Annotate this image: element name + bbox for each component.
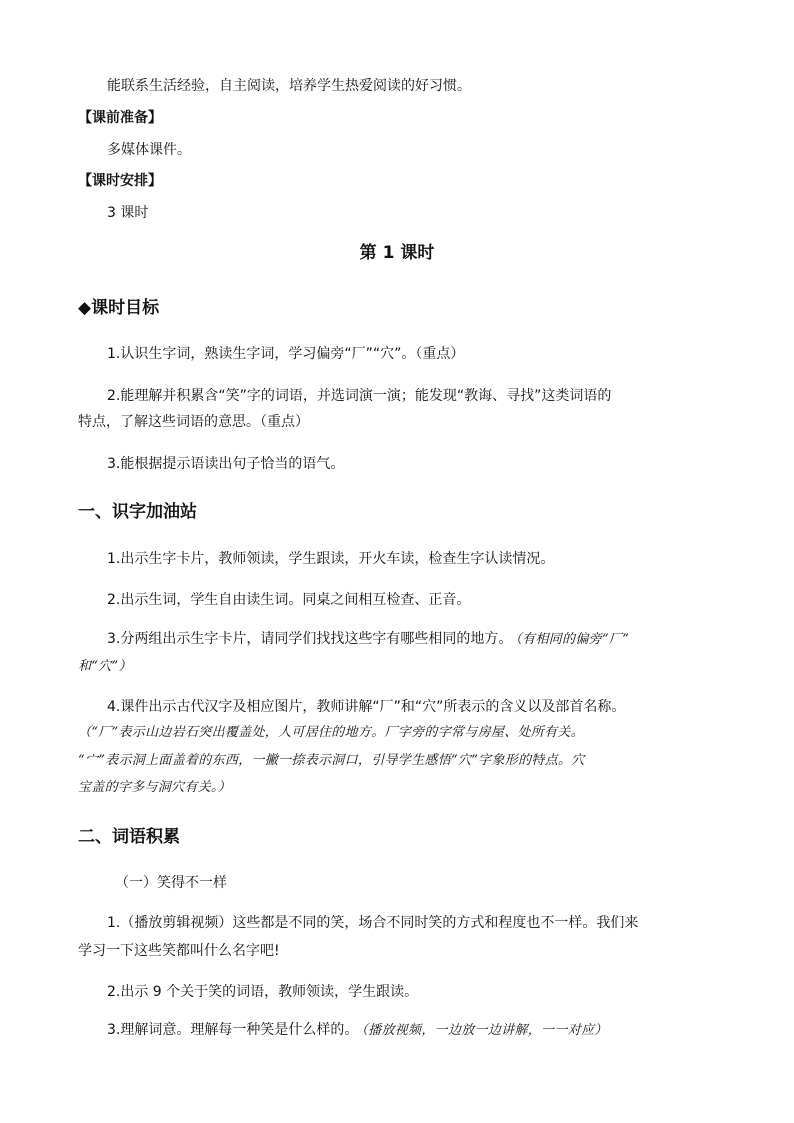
section-1-heading: 一、识字加油站	[78, 502, 197, 522]
section-2-step-3-text: 3.理解词意。理解每一种笑是什么样的。	[107, 1022, 359, 1038]
section-1-step-4: 4.课件出示古代汉字及相应图片，教师讲解“厂”和“穴”所表示的含义以及部首名称。	[107, 699, 626, 715]
section-2-step-2: 2.出示 9 个关于笑的词语，教师领读，学生跟读。	[107, 984, 419, 1000]
section-2-heading: 二、词语积累	[78, 827, 180, 847]
section-2-step-1-line-1: 1.（播放剪辑视频）这些都是不同的笑，场合不同时笑的方式和程度也不一样。我们来	[107, 915, 639, 931]
section-1-step-2: 2.出示生词，学生自由读生词。同桌之间相互检查、正音。	[107, 592, 471, 608]
objectives-heading: ◆课时目标	[78, 298, 160, 318]
section-1-step-3-note-cont: 和“穴”）	[78, 659, 132, 674]
section-2-step-3-note: （播放视频，一边放一边讲解，一一对应）	[361, 1023, 608, 1038]
objective-1: 1.认识生字词，熟读生字词，学习偏旁“厂”“穴”。（重点）	[107, 346, 465, 362]
prep-text: 多媒体课件。	[107, 142, 191, 158]
objective-3: 3.能根据提示语读出句子恰当的语气。	[107, 456, 345, 472]
section-1-step-3-note: （有相同的偏旁“厂”	[515, 632, 630, 647]
section-1-step-3	[107, 630, 629, 649]
objective-2-line-2: 特点，了解这些词语的意思。（重点）	[78, 414, 309, 430]
section-2-step-3	[107, 1021, 608, 1040]
schedule-text: 3 课时	[107, 205, 149, 221]
objective-2-line-1: 2.能理解并积累含“笑”字的词语，并选词演一演；能发现“教诲、寻找”这类词语的	[107, 388, 612, 404]
section-1-step-4-note-1: （“厂”表示山边岩石突出覆盖处，人可居住的地方。厂字旁的字常与房屋、处所有关。	[78, 725, 584, 740]
section-1-step-1: 1.出示生字卡片，教师领读，学生跟读，开火车读，检查生字认读情况。	[107, 551, 555, 567]
schedule-heading: 【课时安排】	[78, 173, 162, 189]
section-1-step-4-note-3: 宝盖的字多与洞穴有关。）	[78, 780, 232, 795]
section-1-step-4-note-2: “宀”表示洞上面盖着的东西，一撇一捺表示洞口，引导学生感悟“穴”字象形的特点。穴	[78, 753, 585, 768]
lesson-title: 第 1 课时	[359, 243, 435, 263]
prep-heading: 【课前准备】	[78, 110, 162, 126]
section-1-step-3-text: 3.分两组出示生字卡片，请同学们找找这些字有哪些相同的地方。	[107, 631, 513, 647]
section-2-subheading: （一）笑得不一样	[115, 875, 227, 891]
goal-line: 能联系生活经验，自主阅读，培养学生热爱阅读的好习惯。	[107, 78, 471, 94]
section-2-step-1-line-2: 学习一下这些笑都叫什么名字吧!	[78, 943, 280, 959]
